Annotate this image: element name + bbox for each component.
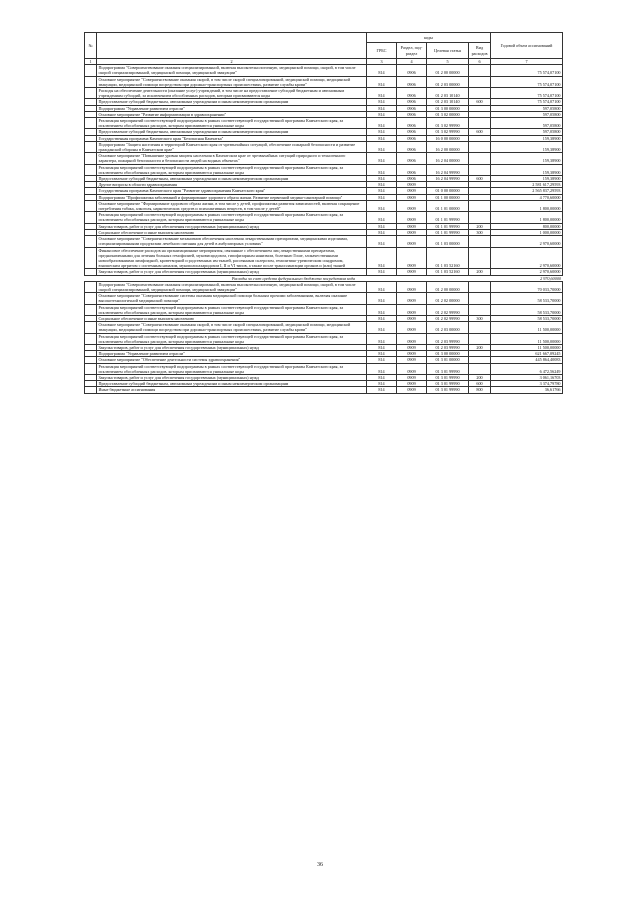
cell-target: 01 0 00 00000 [427,188,469,194]
header-col-3: 3 [367,59,397,65]
cell-exptype [469,200,491,211]
table-row [85,304,563,315]
cell-section: 0906 [397,153,427,164]
cell-name: Основное мероприятие "Развитие информатизации в здравоохранении" [97,111,367,117]
cell-section: 0909 [397,236,427,247]
cell-name: Реализация мероприятий соответствующей подпрограммы в рамках соответствующей государственной программы Камчатского края, за исключением обособленных расходов, которым присваиваются уникальные коды [97,118,367,129]
cell-exptype: 600 [469,129,491,135]
cell-num [85,200,97,211]
cell-amount: 75 574,07100 [491,99,563,105]
cell-grbs: 814 [367,182,397,188]
cell-grbs: 814 [367,236,397,247]
cell-grbs: 814 [367,344,397,350]
table-row [85,281,563,292]
cell-name: Иные бюджетные ассигнования [97,387,367,393]
cell-num [85,164,97,175]
cell-target: 01 1 03 52160 [427,247,469,269]
table-row [85,363,563,374]
cell-target: 01 2 02 99990 [427,315,469,321]
cell-amount: 159,38900 [491,176,563,182]
header-col-2: 2 [97,59,367,65]
cell-name: Государственная программа Камчатского края "Безопасная Камчатка" [97,135,367,141]
header-col-7: 7 [491,59,563,65]
cell-num [85,304,97,315]
cell-grbs: 814 [367,118,397,129]
cell-amount: 2 970,60000 [491,269,563,275]
cell-target: 01 3 01 99990 [427,381,469,387]
cell-section: 0909 [397,229,427,235]
cell-grbs: 814 [367,141,397,152]
cell-section: 0909 [397,333,427,344]
cell-amount: 2 565 837,29593 [491,188,563,194]
cell-amount: 159,38900 [491,164,563,175]
cell-name: Реализация мероприятий соответствующей подпрограммы в рамках соответствующей государственной программы Камчатского края, за исключением обособленных расходов, которым присваиваются уникальные коды [97,363,367,374]
cell-grbs: 814 [367,200,397,211]
cell-section: 0909 [397,357,427,363]
cell-name: Подпрограмма "Совершенствование оказания специализированной, включая высокотехнологичную, медицинской помощи, скорой, в том числе скорой специализированной, медицинской помощи, медицинской эвакуации" [97,281,367,292]
cell-num [85,118,97,129]
cell-section: 0906 [397,105,427,111]
cell-exptype [469,236,491,247]
cell-num [85,281,97,292]
header-col-4: 4 [397,59,427,65]
cell-section: 0909 [397,293,427,304]
header-name [97,33,367,59]
cell-amount: 36,61766 [491,387,563,393]
cell-amount: 1 000,00000 [491,229,563,235]
cell-name: Основное мероприятие "Обеспечение деятельности системы здравоохранения" [97,357,367,363]
table-body [85,65,563,393]
cell-grbs: 814 [367,374,397,380]
cell-num [85,212,97,223]
cell-amount: 11 500,00000 [491,344,563,350]
cell-target: 01 3 01 99990 [427,374,469,380]
cell-target: 01 3 00 00000 [427,351,469,357]
cell-amount: 58 533,70000 [491,304,563,315]
cell-section: 0906 [397,111,427,117]
cell-grbs: 814 [367,99,397,105]
cell-amount: 445 864,40083 [491,357,563,363]
cell-section: 0909 [397,322,427,333]
cell-target: 01 1 01 99990 [427,229,469,235]
cell-name: Предоставление субсидий бюджетным, автономным учреждениям и иным некоммерческим организациям [97,381,367,387]
cell-exptype [469,281,491,292]
cell-num [85,247,97,269]
cell-amount: 1 800,00000 [491,212,563,223]
cell-num [85,76,97,87]
cell-name: Подпрограмма "Защита населения и территорий Камчатского края от чрезвычайных ситуаций, обеспечение пожарной безопасности и развитие гражданской обороны в Камчатском крае" [97,141,367,152]
cell-grbs: 814 [367,176,397,182]
cell-grbs: 814 [367,188,397,194]
cell-amount: 75 574,07100 [491,88,563,99]
budget-table-sheet [84,32,562,394]
header-col-5: 5 [427,59,469,65]
cell-name: Реализация мероприятий соответствующей подпрограммы в рамках соответствующей государственной программы Камчатского края, за исключением обособленных расходов, которым присваиваются уникальные коды [97,304,367,315]
cell-target: 01 2 03 10140 [427,99,469,105]
cell-target: 01 2 02 99990 [427,304,469,315]
cell-section: 0906 [397,141,427,152]
cell-name: Другие вопросы в области здравоохранения [97,182,367,188]
cell-name: Реализация мероприятий соответствующей подпрограммы в рамках соответствующей государственной программы Камчатского края, за исключением обособленных расходов, которым присваиваются уникальные коды [97,333,367,344]
cell-section: 0906 [397,99,427,105]
cell-num [85,88,97,99]
table-row [85,164,563,175]
cell-amount: 2 970,60000 [491,275,563,281]
cell-name: Подпрограмма "Управление развитием отрасли" [97,105,367,111]
cell-section: 0909 [397,387,427,393]
cell-name: Государственная программа Камчатского края "Развитие здравоохранения Камчатского края" [97,188,367,194]
cell-grbs: 814 [367,76,397,87]
cell-exptype: 300 [469,315,491,321]
header-exptype: Вид расходов [469,43,491,59]
cell-section: 0909 [397,182,427,188]
cell-amount: 11 500,00000 [491,322,563,333]
cell-target: 01 3 01 00000 [427,357,469,363]
header-annual: Годовой объем ассигнований [491,33,563,59]
cell-amount: 597,05800 [491,129,563,135]
cell-exptype [469,118,491,129]
cell-section: 0909 [397,344,427,350]
cell-amount: 4 770,60000 [491,194,563,200]
cell-amount: 159,38900 [491,153,563,164]
cell-exptype [469,153,491,164]
cell-section: 0909 [397,194,427,200]
cell-exptype [469,164,491,175]
cell-amount: 2 970,60000 [491,247,563,269]
table-row [85,88,563,99]
cell-target: 16 2 04 99990 [427,164,469,175]
cell-section: 0906 [397,135,427,141]
cell-amount: 597,05800 [491,111,563,117]
cell-grbs: 814 [367,153,397,164]
cell-target: 01 2 03 00000 [427,322,469,333]
cell-grbs: 814 [367,333,397,344]
cell-target: 16 0 00 00000 [427,135,469,141]
cell-exptype [469,333,491,344]
cell-name: Закупка товаров, работ и услуг для обеспечения государственных (муниципальных) нужд [97,269,367,275]
cell-num [85,65,97,76]
cell-grbs: 814 [367,164,397,175]
cell-section: 0906 [397,88,427,99]
cell-target: 16 2 00 00000 [427,141,469,152]
cell-exptype: 600 [469,381,491,387]
cell-target: 16 2 04 99990 [427,176,469,182]
cell-grbs: 814 [367,229,397,235]
cell-grbs: 814 [367,381,397,387]
cell-amount: 800,00000 [491,223,563,229]
cell-name: Подпрограмма "Управление развитием отрасли" [97,351,367,357]
cell-section: 0909 [397,247,427,269]
cell-grbs: 814 [367,322,397,333]
cell-name: Основное мероприятие "Совершенствование оказания скорой, в том числе скорой специализированной, медицинской помощи, медицинской эвакуации, медицинской помощи посредством при дорожно-транспортных происшествиях, развитие службы крови" [97,322,367,333]
table-row [85,236,563,247]
cell-name: Закупка товаров, работ и услуг для обеспечения государственных (муниципальных) нужд [97,374,367,380]
cell-target: 01 1 01 99990 [427,223,469,229]
cell-exptype [469,76,491,87]
cell-amount: 597,05800 [491,105,563,111]
header-col-6: 6 [469,59,491,65]
cell-exptype: 300 [469,229,491,235]
cell-name: Предоставление субсидий бюджетным, автономным учреждениям и иным некоммерческим организациям [97,129,367,135]
cell-grbs: 814 [367,281,397,292]
cell-amount: 70 033,70000 [491,281,563,292]
cell-target: 01 1 03 00000 [427,236,469,247]
cell-target: 01 3 02 99990 [427,118,469,129]
cell-target: 01 2 03 00000 [427,76,469,87]
cell-section: 0909 [397,212,427,223]
cell-name: Финансовое обеспечение расходов на организационные мероприятия, связанные с обеспечением лиц лекарственными препаратами, предназначенными для лечения больных гемофилией, муковисцидозом, гипофизарным нанизмом, болезнью Гоше, злокачественными новообразованиями лимфоидной, кроветворной и родственных им тканей, рассеянным склерозом, гемолитико-уремическим синдромом, юношеским артритом с системным началом, мукополисахаридозом I, II и VI типов, а также после трансплантации органов и (или) тканей [97,247,367,269]
table-row [85,387,563,393]
cell-section: 0909 [397,363,427,374]
cell-exptype [469,65,491,76]
table-row [85,141,563,152]
budget-table [84,32,563,394]
cell-section: 0909 [397,351,427,357]
cell-section: 0906 [397,129,427,135]
cell-name: Подпрограмма "Совершенствование оказания специализированной, включая высокотехнологичную, медицинской помощи, скорой, в том числе скорой специализированной, медицинской помощи, медицинской эвакуации" [97,65,367,76]
cell-exptype: 200 [469,344,491,350]
table-row [85,293,563,304]
cell-amount: 2 970,60000 [491,236,563,247]
cell-name: Предоставление субсидий бюджетным, автономным учреждениям и иным некоммерческим организациям [97,99,367,105]
cell-section: 0909 [397,315,427,321]
cell-exptype: 200 [469,223,491,229]
cell-grbs: 814 [367,129,397,135]
cell-target: 01 3 01 99990 [427,387,469,393]
table-row [85,65,563,76]
cell-exptype: 800 [469,387,491,393]
cell-amount: 621 667,09245 [491,351,563,357]
cell-exptype [469,247,491,269]
cell-grbs: 814 [367,315,397,321]
cell-exptype [469,304,491,315]
cell-target: 01 1 01 99990 [427,212,469,223]
cell-grbs: 814 [367,194,397,200]
cell-exptype [469,322,491,333]
cell-name: Основное мероприятие "Повышение уровня защиты населения в Камчатском крае от чрезвычайных ситуаций природного и техногенного характера, пожарной безопасности и безопасности людей на водных объектах" [97,153,367,164]
cell-name: Основное мероприятие "Совершенствование механизмов обеспечения населения лекарственными препаратами, медицинскими изделиями, специализированными продуктами лечебного питания для детей в амбулаторных условиях" [97,236,367,247]
cell-section: 0906 [397,76,427,87]
cell-grbs: 814 [367,357,397,363]
cell-exptype [469,88,491,99]
page-number: 36 [317,862,323,868]
cell-amount: 11 500,00000 [491,333,563,344]
cell-amount: 1 800,00000 [491,200,563,211]
cell-target: 01 1 01 00000 [427,200,469,211]
cell-amount: 75 574,07100 [491,65,563,76]
cell-exptype [469,293,491,304]
cell-section: 0909 [397,374,427,380]
cell-section: 0909 [397,200,427,211]
header-target: Целевая статья [427,43,469,59]
cell-target: 01 1 00 00000 [427,194,469,200]
cell-target: 01 2 03 99990 [427,333,469,344]
table-row [85,118,563,129]
cell-num [85,236,97,247]
header-col-1: 1 [85,59,97,65]
cell-name: Основное мероприятие "Формирование здорового образа жизни, в том числе у детей, профилактика развития зависимостей, включая сокращение потребления табака, алкоголя, наркотических средств и психоактивных веществ, в том числе у детей" [97,200,367,211]
cell-name: Реализация мероприятий соответствующей подпрограммы в рамках соответствующей государственной программы Камчатского края, за исключением обособленных расходов, которым присваиваются уникальные коды [97,212,367,223]
cell-grbs: 814 [367,135,397,141]
cell-name: Социальное обеспечение и иные выплаты населению [97,229,367,235]
cell-amount: 75 574,07100 [491,76,563,87]
cell-exptype: 200 [469,374,491,380]
cell-section: 0906 [397,176,427,182]
cell-grbs: 814 [367,88,397,99]
cell-section: 0909 [397,269,427,275]
header-num: № [85,33,97,59]
cell-num [85,141,97,152]
cell-name: Закупка товаров, работ и услуг для обеспечения государственных (муниципальных) нужд [97,223,367,229]
cell-grbs: 814 [367,111,397,117]
table-row [85,247,563,269]
cell-target: 01 2 00 00000 [427,281,469,292]
table-row [85,212,563,223]
cell-exptype [469,363,491,374]
table-row [85,200,563,211]
cell-grbs: 814 [367,247,397,269]
table-row [85,333,563,344]
table-row [85,76,563,87]
cell-name: Основное мероприятие "Совершенствование оказания скорой, в том числе скорой специализированной, медицинской помощи, медицинской эвакуации, медицинской помощи посредством при дорожно-транспортных происшествиях, развитие службы крови" [97,76,367,87]
cell-section: 0906 [397,118,427,129]
cell-amount: 2 581 617,29593 [491,182,563,188]
cell-target: 01 3 01 99990 [427,363,469,374]
cell-target: 01 3 02 99990 [427,129,469,135]
cell-amount: 159,38900 [491,141,563,152]
cell-target: 16 2 04 00000 [427,153,469,164]
cell-amount: 6 472,56249 [491,363,563,374]
cell-amount: 58 533,70000 [491,315,563,321]
header-section: Раздел, под-раздел [397,43,427,59]
cell-num [85,322,97,333]
cell-target: 01 2 03 10140 [427,88,469,99]
cell-target: 01 3 00 00000 [427,105,469,111]
cell-exptype [469,141,491,152]
cell-target: 01 1 03 52160 [427,269,469,275]
cell-target: 01 2 00 00000 [427,65,469,76]
cell-grbs: 814 [367,293,397,304]
cell-name: Реализация мероприятий соответствующей подпрограммы в рамках соответствующей государственной программы Камчатского края, за исключением обособленных расходов, которым присваиваются уникальные коды [97,164,367,175]
cell-section: 0909 [397,281,427,292]
cell-grbs: 814 [367,105,397,111]
cell-num [85,293,97,304]
cell-num [85,387,97,393]
cell-grbs: 814 [367,304,397,315]
cell-name: Основное мероприятие "Совершенствование системы оказания медицинской помощи больным прочими заболеваниями, включая оказание высокотехнологичной медицинской помощи" [97,293,367,304]
cell-section: 0909 [397,188,427,194]
cell-num [85,363,97,374]
table-row [85,322,563,333]
table-header [85,33,563,65]
cell-amount: 58 533,70000 [491,293,563,304]
cell-exptype [469,212,491,223]
cell-grbs: 814 [367,212,397,223]
cell-grbs: 814 [367,269,397,275]
cell-exptype: 600 [469,99,491,105]
cell-num [85,333,97,344]
header-grbs: ГРБС [367,43,397,59]
cell-section: 0909 [397,223,427,229]
cell-grbs: 814 [367,363,397,374]
cell-grbs: 814 [367,387,397,393]
cell-amount: 597,05800 [491,118,563,129]
cell-name: Социальное обеспечение и иные выплаты населению [97,315,367,321]
cell-note-text: Расходы за счет средств федерального бюджета посредством кода [97,275,491,281]
cell-target: 01 2 03 99990 [427,344,469,350]
cell-section: 0906 [397,65,427,76]
cell-grbs: 814 [367,65,397,76]
cell-exptype: 600 [469,176,491,182]
cell-amount: 159,38900 [491,135,563,141]
cell-section: 0909 [397,304,427,315]
cell-exptype: 200 [469,269,491,275]
cell-amount: 3 374,79780 [491,381,563,387]
cell-name: Закупка товаров, работ и услуг для обеспечения государственных (муниципальных) нужд [97,344,367,350]
cell-grbs: 814 [367,351,397,357]
cell-amount: 3 061,16703 [491,374,563,380]
cell-num [85,153,97,164]
cell-section: 0909 [397,381,427,387]
cell-section: 0906 [397,164,427,175]
cell-target: 01 2 02 00000 [427,293,469,304]
cell-grbs: 814 [367,223,397,229]
cell-name: Подпрограмма "Профилактика заболеваний и формирование здорового образа жизни. Развитие первичной медико-санитарной помощи" [97,194,367,200]
table-row [85,153,563,164]
header-codes: коды [367,33,491,43]
cell-name: Предоставление субсидий бюджетным, автономным учреждениям и иным некоммерческим организациям [97,176,367,182]
cell-name: Расходы на обеспечение деятельности (оказание услуг) учреждений, в том числе на предоставление субсидий бюджетным и автономным учреждениям субсидий, за исключением обособленных расходов, которым присваиваются коды [97,88,367,99]
cell-target: 01 3 02 00000 [427,111,469,117]
